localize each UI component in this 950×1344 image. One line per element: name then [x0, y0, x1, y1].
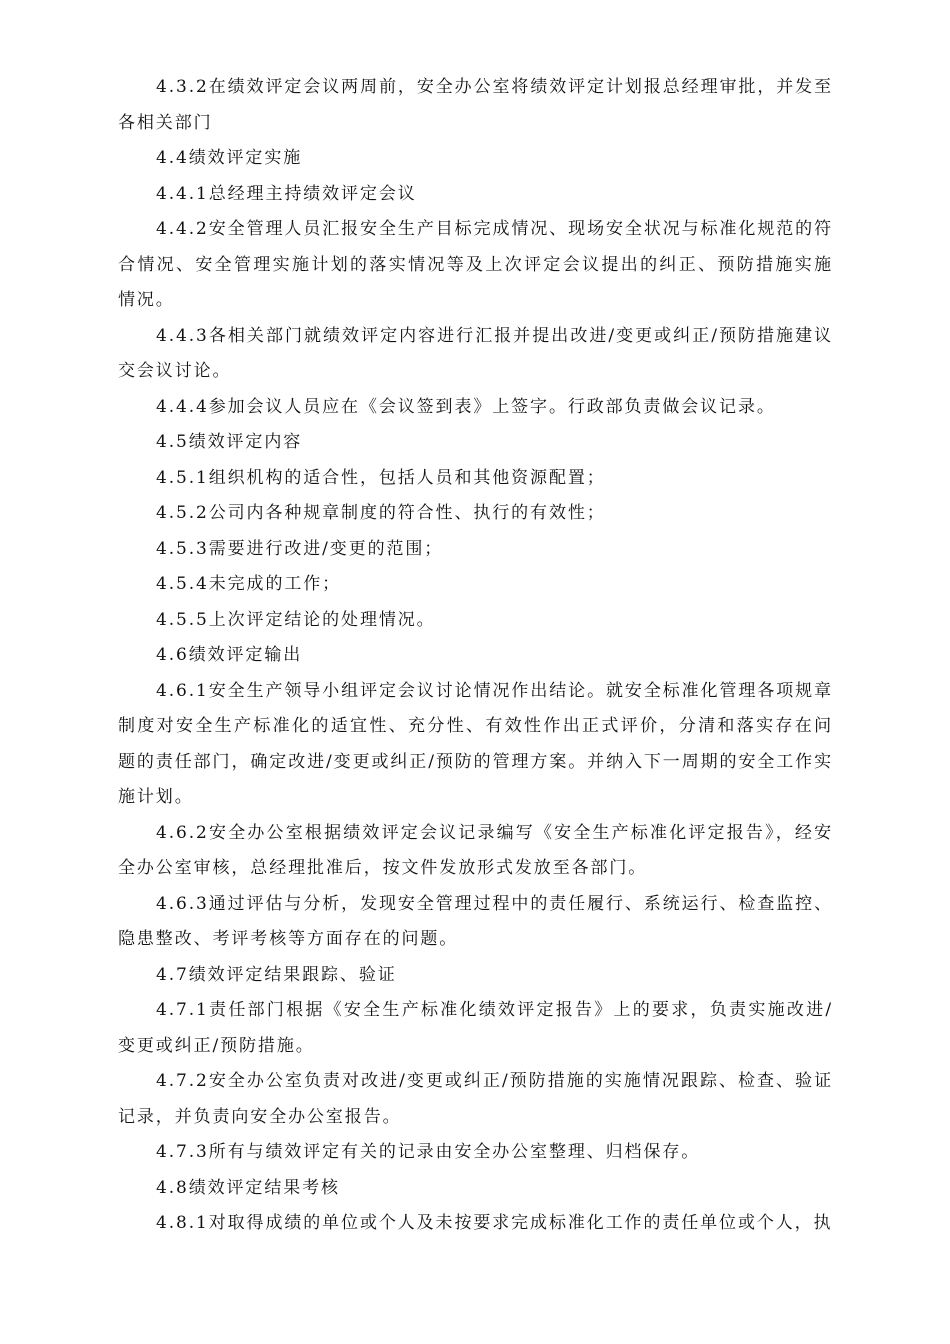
paragraph-4-8-1: 4.8.1对取得成绩的单位或个人及未按要求完成标准化工作的责任单位或个人，执: [156, 1213, 833, 1233]
heading-4-4: 4.4绩效评定实施: [156, 148, 303, 168]
paragraph-4-6-3: 4.6.3通过评估与分析，发现安全管理过程中的责任履行、系统运行、检查监控、隐患整改、考评考核等方面存在的问题。: [118, 893, 833, 949]
paragraph-4-5-2: 4.5.2公司内各种规章制度的符合性、执行的有效性；: [156, 503, 606, 523]
paragraph-4-6-2: 4.6.2安全办公室根据绩效评定会议记录编写《安全生产标准化评定报告》，经安全办公室审核，总经理批准后，按文件发放形式发放至各部门。: [118, 822, 833, 878]
document-page: [118, 70, 833, 1242]
heading-4-8: 4.8绩效评定结果考核: [156, 1177, 340, 1198]
paragraph-4-7-3: 4.7.3所有与绩效评定有关的记录由安全办公室整理、归档保存。: [156, 1142, 701, 1162]
paragraph-4-7-2: 4.7.2安全办公室负责对改进/变更或纠正/预防措施的实施情况跟踪、检查、验证记录，并负责向安全办公室报告。: [118, 1071, 833, 1127]
paragraph-4-3-2: 4.3.2在绩效评定会议两周前，安全办公室将绩效评定计划报总经理审批，并发至各相关部门: [118, 77, 833, 133]
paragraph-4-7-1: 4.7.1责任部门根据《安全生产标准化绩效评定报告》上的要求，负责实施改进/变更或纠正/预防措施。: [118, 1000, 833, 1056]
paragraph-4-4-3: 4.4.3各相关部门就绩效评定内容进行汇报并提出改进/变更或纠正/预防措施建议交会议讨论。: [118, 325, 833, 381]
paragraph-4-5-5: 4.5.5上次评定结论的处理情况。: [156, 609, 436, 630]
paragraph-4-5-4: 4.5.4未完成的工作；: [156, 574, 342, 594]
paragraph-4-6-1: 4.6.1安全生产领导小组评定会议讨论情况作出结论。就安全标准化管理各项规章制度对安全生产标准化的适宜性、充分性、有效性作出正式评价，分清和落实存在问题的责任部门，确定改进/变更或纠正/预防的管理方案。并纳入下一周期的安全工作实施计划。: [118, 680, 833, 807]
paragraph-4-5-3: 4.5.3需要进行改进/变更的范围；: [156, 538, 444, 559]
paragraph-4-4-2: 4.4.2安全管理人员汇报安全生产目标完成情况、现场安全状况与标准化规范的符合情况、安全管理实施计划的落实情况等及上次评定会议提出的纠正、预防措施实施情况。: [118, 219, 833, 310]
heading-4-6: 4.6绩效评定输出: [156, 645, 303, 665]
heading-4-7: 4.7绩效评定结果跟踪、验证: [156, 964, 397, 985]
heading-4-5: 4.5绩效评定内容: [156, 432, 303, 452]
paragraph-4-4-4: 4.4.4参加会议人员应在《会议签到表》上签字。行政部负责做会议记录。: [156, 396, 776, 417]
paragraph-4-4-1: 4.4.1总经理主持绩效评定会议: [156, 183, 417, 204]
paragraph-4-5-1: 4.5.1组织机构的适合性，包括人员和其他资源配置；: [156, 467, 606, 488]
